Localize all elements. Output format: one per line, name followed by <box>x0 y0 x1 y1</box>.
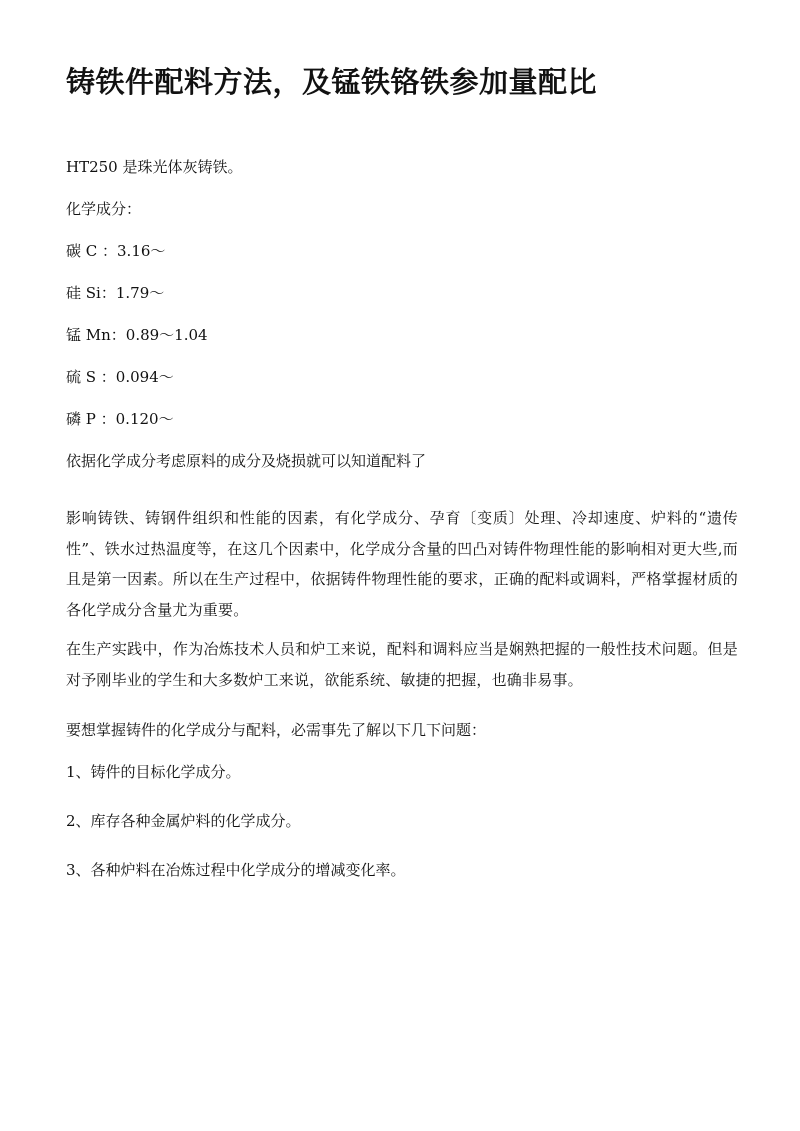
paragraph-practice: 在生产实践中，作为冶炼技术人员和炉工来说，配料和调料应当是娴熟把握的一般性技术问题。但是对予刚毕业的学生和大多数炉工来说，欲能系统、敏捷的把握，也确非易事。 <box>66 640 738 689</box>
composition-phosphorus: 磷 P ：0.120～ <box>66 410 174 428</box>
list-intro: 要想掌握铸件的化学成分与配料，必需事先了解以下几下问题： <box>66 721 487 739</box>
paragraph-influence-factors: 影响铸铁、铸钢件组织和性能的因素，有化学成分、孕育〔变质〕处理、冷却速度、炉料的“遗传性”、铁水过热温度等，在这几个因素中，化学成分含量的凹凸对铸件物理性能的影响相对更大些,而且是第一因素。所以在生产过程中，依据铸件物理性能的要求，正确的配料或调料，严格掌握材质的各化学成分含量尤为重要。 <box>66 509 738 619</box>
composition-carbon: 碳 C ：3.16～ <box>66 242 166 260</box>
composition-silicon: 硅 Si：1.79～ <box>66 284 165 302</box>
composition-heading: 化学成分： <box>66 200 142 218</box>
composition-manganese: 锰 Mn：0.89～1.04 <box>66 326 208 344</box>
composition-sulfur: 硫 S ：0.094～ <box>66 368 174 386</box>
intro-line: HT250 是珠光体灰铸铁。 <box>66 158 243 176</box>
list-item-1: 1、铸件的目标化学成分。 <box>66 763 241 781</box>
list-item-3: 3、各种炉料在冶炼过程中化学成分的增减变化率。 <box>66 861 406 879</box>
list-item-2: 2、库存各种金属炉料的化学成分。 <box>66 812 301 830</box>
batching-note: 依据化学成分考虑原料的成分及烧损就可以知道配料了 <box>66 452 427 470</box>
document-title: 铸铁件配料方法，及锰铁铬铁参加量配比 <box>66 65 598 99</box>
